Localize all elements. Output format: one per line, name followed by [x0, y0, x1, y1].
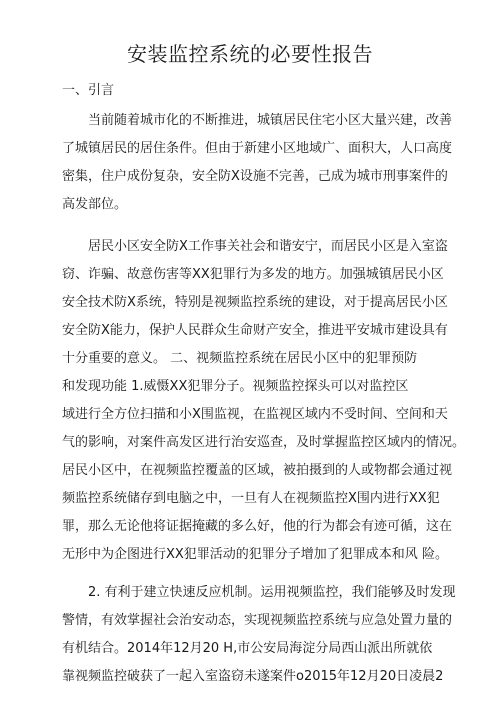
- paragraph-line: 安全防X能力，保护人民群众生命财产安全，推进平安城市建设具有: [62, 323, 448, 338]
- paragraph-line: 十分重要的意义。 二、视频监控系统在居民小区中的犯罪预防: [62, 351, 418, 366]
- paragraph-line: 域进行全方位扫描和小X围监视，在监视区域内不受时间、空间和天: [62, 407, 448, 422]
- paragraph-line: 靠视频监控破获了一起入室盗窃未遂案件o2015年12月20日凌晨2: [62, 669, 444, 684]
- paragraph-line: 安全技术防X系统，特别是视频监控系统的建设，对于提高居民小区: [62, 295, 448, 310]
- paragraph-line: 罪，那么无论他将证据掩藏的多么好，他的行为都会有迹可循，这在: [62, 519, 453, 534]
- paragraph-line: 2. 有利于建立快速反应机制。运用视频监控，我们能够及时发现: [88, 585, 456, 600]
- paragraph-line: 居民小区安全防X工作事关社会和谐安宁，而居民小区是入室盗: [88, 239, 448, 254]
- paragraph-line: 窃、诈骗、故意伤害等XX犯罪行为多发的地方。加强城镇居民小区: [62, 267, 444, 282]
- paragraph-line: 居民小区中，在视频监控覆盖的区域，被拍摄到的人或物都会通过视: [62, 463, 453, 478]
- paragraph-line: 当前随着城市化的不断推进，城镇居民住宅小区大量兴建，改善: [88, 113, 453, 128]
- paragraph-line: 气的影响，对案件高发区进行治安巡查，及时掌握监控区域内的情况。: [62, 435, 466, 450]
- paragraph-line: 无形中为企图进行XX犯罪活动的犯罪分子增加了犯罪成本和风 险。: [62, 547, 448, 562]
- paragraph-line: 密集，住户成份复杂，安全防X设施不完善，己成为城市刑事案件的: [62, 169, 448, 184]
- paragraph-line: 高发部位。: [62, 197, 128, 212]
- paragraph-line: 有机结合。2014年12月20 H,市公安局海淀分局西山派出所就依: [62, 641, 433, 656]
- section-heading-introduction: 一、引言: [62, 83, 115, 98]
- paragraph-line: 和发现功能 1.威慑XX犯罪分子。视频监控探头可以对监控区: [62, 379, 409, 394]
- paragraph-line: 警情，有效掌握社会治安动态，实现视频监控系统与应急处置力量的: [62, 613, 453, 628]
- page-title: 安装监控系统的必要性报告: [127, 42, 373, 66]
- paragraph-line: 了城镇居民的居住条件。但由于新建小区地域广、面积大，人口高度: [62, 141, 453, 156]
- paragraph-line: 频监控系统储存到电脑之中，一旦有人在视频监控X围内进行XX犯: [62, 491, 440, 506]
